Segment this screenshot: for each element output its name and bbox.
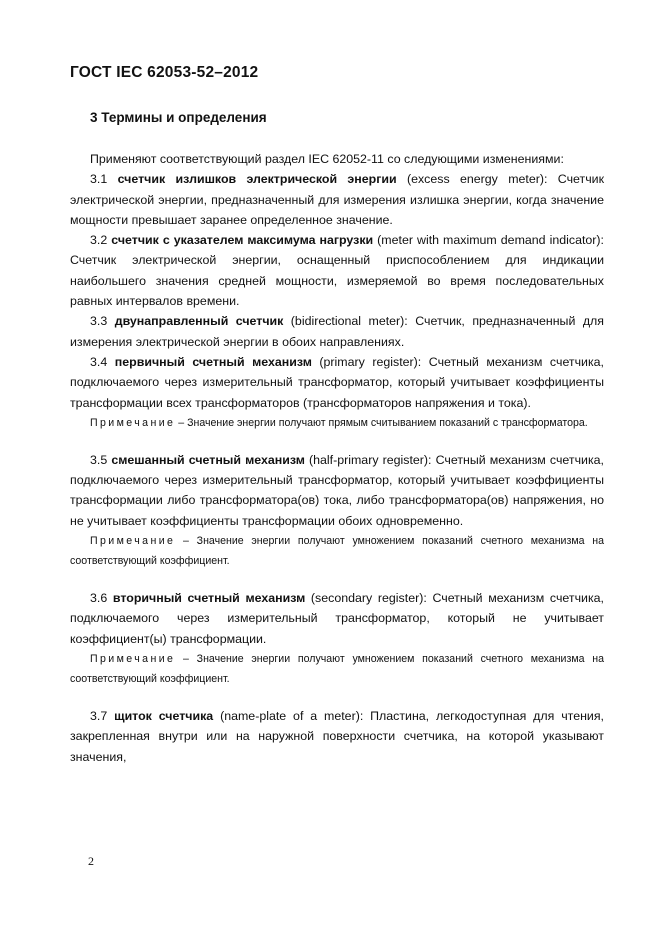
term-number: 3.1: [90, 172, 108, 187]
note-text: – Значение энергии получают умножением показаний счетного механизма на соответствующий коэффициент.: [70, 652, 604, 685]
term-paragraph-3-2: [70, 230, 604, 311]
term-number: 3.4: [90, 354, 108, 369]
note-label: Примечание: [90, 416, 176, 429]
term-paragraph-3-5: [70, 450, 604, 531]
note-label: Примечание: [90, 652, 176, 665]
term-name: двунаправленный счетчик: [114, 314, 284, 329]
note-label: Примечание: [90, 535, 176, 548]
document-body: [70, 146, 604, 767]
term-definition: (meter with maximum demand indicator): Счетчик электрической энергии, оснащенный приспособлением для индикации наибольшего значения средней мощности, измеряемой во время последовательных равных интервалов времени.: [70, 233, 604, 309]
term-name: счетчик излишков электрической энергии: [117, 172, 397, 187]
term-definition: (half-primary register): Счетный механизм счетчика, подключаемого через измерительный трансформатор, который учитывает коэффициенты трансформации либо трансформатора(ов) тока, либо трансформатора(ов) напряжения, но не учитывает коэффициенты трансформации обоих одновременно.: [70, 452, 604, 528]
term-number: 3.7: [90, 708, 108, 723]
term-name: счетчик с указателем максимума нагрузки: [111, 233, 374, 248]
term-name: смешанный счетный механизм: [111, 452, 305, 467]
term-name: вторичный счетный механизм: [112, 591, 306, 606]
term-name: щиток счетчика: [114, 708, 214, 723]
term-paragraph-3-7: [70, 706, 604, 767]
term-paragraph-3-1: [70, 169, 604, 230]
note-text: – Значение энергии получают умножением показаний счетного механизма на соответствующий коэффициент.: [70, 535, 604, 568]
term-number: 3.2: [90, 233, 108, 248]
document-header: ГОСТ IEC 62053-52–2012: [70, 64, 259, 81]
term-definition: (name-plate of a meter): Пластина, легкодоступная для чтения, закрепленная внутри или на наружной поверхности счетчика, на которой указывают значения,: [70, 708, 604, 764]
page-number: 2: [88, 854, 94, 868]
term-number: 3.6: [90, 591, 108, 606]
term-definition: (primary register): Счетный механизм счетчика, подключаемого через измерительный трансформатор, который учитывает коэффициенты трансформации всех трансформаторов (трансформаторов напряжения и тока).: [70, 354, 604, 410]
term-number: 3.3: [90, 314, 108, 329]
section-title: 3 Термины и определения: [90, 110, 267, 125]
term-paragraph-3-4: [70, 352, 604, 413]
term-definition: (bidirectional meter): Счетчик, предназначенный для измерения электрической энергии в обоих направлениях.: [70, 314, 604, 349]
term-definition: (secondary register): Счетный механизм счетчика, подключаемого через измерительный трансформатор, который не учитывает коэффициент(ы) трансформации.: [70, 591, 604, 646]
note-paragraph: [70, 649, 604, 689]
term-paragraph-3-3: [70, 311, 604, 352]
note-paragraph: [70, 413, 604, 433]
intro-paragraph: Применяют соответствующий раздел IEC 62052-11 со следующими изменениями:: [90, 152, 564, 166]
term-number: 3.5: [90, 452, 108, 467]
note-text: – Значение энергии получают прямым считыванием показаний с трансформатора.: [175, 416, 588, 429]
term-paragraph-3-6: [70, 588, 604, 649]
term-name: первичный счетный механизм: [114, 354, 312, 369]
note-paragraph: [70, 531, 604, 571]
term-definition: (excess energy meter): Счетчик электрической энергии, предназначенный для измерения излишка энергии, когда значение мощности превышает заранее определенное значение.: [70, 172, 604, 227]
